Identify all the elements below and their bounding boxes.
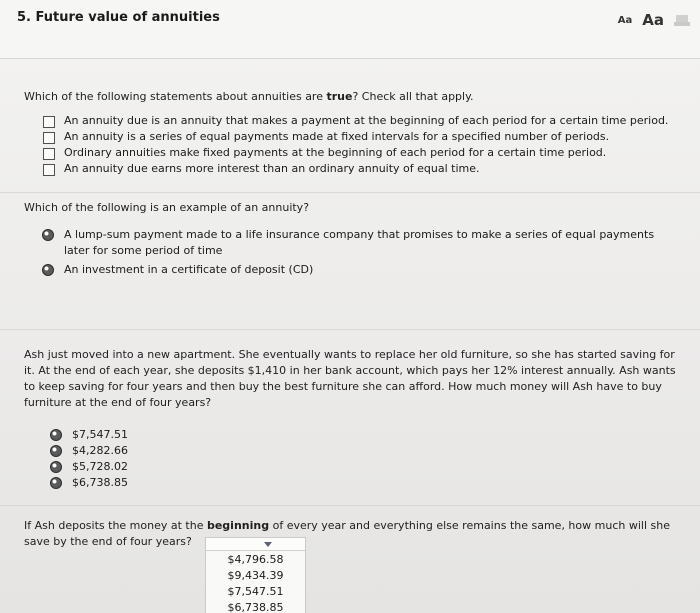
question-1-option-row[interactable]	[43, 161, 668, 177]
question-3-option-row[interactable]	[50, 443, 128, 459]
radio-icon[interactable]	[50, 461, 62, 473]
question-1-prompt-suffix: ? Check all that apply.	[352, 90, 474, 103]
question-3-prompt: Ash just moved into a new apartment. She eventually wants to replace her old furniture, so she has started saving for it. At the end of each year, she deposits $1,410 in her bank account, which pays her 12% interest annually. Ash wants to keep saving for four years and then buy the best furniture she can afford. How much money will Ash have to buy furniture at the end of four years?	[24, 348, 676, 409]
question-3-option-row[interactable]	[50, 459, 128, 475]
dropdown-option[interactable]: $9,434.39	[227, 569, 284, 582]
checkbox-icon[interactable]	[43, 148, 55, 160]
question-1-option-row[interactable]	[43, 129, 668, 145]
question-3-option-text: $6,738.85	[72, 476, 128, 489]
question-3-option-text: $7,547.51	[72, 428, 128, 441]
dropdown-option[interactable]: $7,547.51	[227, 585, 284, 598]
dropdown-header[interactable]	[206, 538, 305, 551]
question-1-option-text: An annuity due earns more interest than an ordinary annuity of equal time.	[64, 162, 480, 175]
question-3-section	[0, 329, 700, 506]
question-1-option-text: Ordinary annuities make fixed payments at the beginning of each period for a certain time period.	[64, 146, 607, 159]
question-2-options	[42, 227, 664, 278]
question-1-section	[0, 80, 700, 192]
header	[0, 0, 700, 59]
checkbox-icon[interactable]	[43, 132, 55, 144]
question-1-option-text: An annuity is a series of equal payments made at fixed intervals for a specified number of periods.	[64, 130, 610, 143]
radio-icon[interactable]	[42, 229, 54, 241]
question-1-options	[43, 113, 668, 177]
question-2-option-text: An investment in a certificate of deposit (CD)	[64, 263, 314, 276]
question-3-options	[50, 427, 128, 491]
question-4-section	[0, 505, 700, 613]
question-4-prompt-bold: beginning	[206, 519, 270, 532]
question-3-option-row[interactable]	[50, 427, 128, 443]
question-1-option-row[interactable]	[43, 113, 668, 129]
radio-icon[interactable]	[50, 445, 62, 457]
radio-icon[interactable]	[50, 429, 62, 441]
radio-icon[interactable]	[50, 477, 62, 489]
question-4-prompt	[24, 518, 679, 550]
question-1-option-row[interactable]	[43, 145, 668, 161]
question-2-section	[0, 192, 700, 330]
question-3-option-row[interactable]	[50, 475, 128, 491]
question-1-option-text: An annuity due is an annuity that makes a payment at the beginning of each period for a certain time period.	[64, 114, 669, 127]
chevron-down-icon[interactable]	[264, 542, 272, 547]
page-title: 5. Future value of annuities	[17, 10, 220, 25]
font-size-small-button[interactable]: Aa	[617, 14, 633, 26]
dropdown-option[interactable]: $4,796.58	[227, 553, 284, 566]
dropdown-option[interactable]: $6,738.85	[227, 601, 284, 613]
font-tools	[618, 11, 690, 29]
question-2-option-row[interactable]	[42, 262, 664, 278]
radio-icon[interactable]	[42, 264, 54, 276]
question-4-prompt-suffix: of every year and everything else remains the same, how much will she save by the end of four years?	[24, 519, 670, 548]
question-4-prompt-prefix: If Ash deposits the money at the	[24, 519, 207, 532]
question-3-option-text: $4,282.66	[72, 444, 128, 457]
question-1-prompt-prefix: Which of the following statements about annuities are	[24, 90, 327, 103]
question-1-prompt-bold: true	[326, 90, 353, 103]
dropdown-options	[206, 551, 305, 613]
checkbox-icon[interactable]	[43, 164, 55, 176]
question-2-option-text: A lump-sum payment made to a life insurance company that promises to make a series of equal payments later for some period of time	[64, 228, 655, 257]
checkbox-icon[interactable]	[43, 116, 55, 128]
question-2-prompt: Which of the following is an example of an annuity?	[24, 201, 310, 214]
question-2-option-row[interactable]	[42, 227, 664, 259]
print-icon[interactable]	[674, 13, 690, 27]
question-1-prompt	[24, 88, 474, 105]
font-size-large-button[interactable]: Aa	[642, 11, 664, 29]
question-3-option-text: $5,728.02	[72, 460, 128, 473]
answer-dropdown[interactable]	[205, 537, 306, 613]
